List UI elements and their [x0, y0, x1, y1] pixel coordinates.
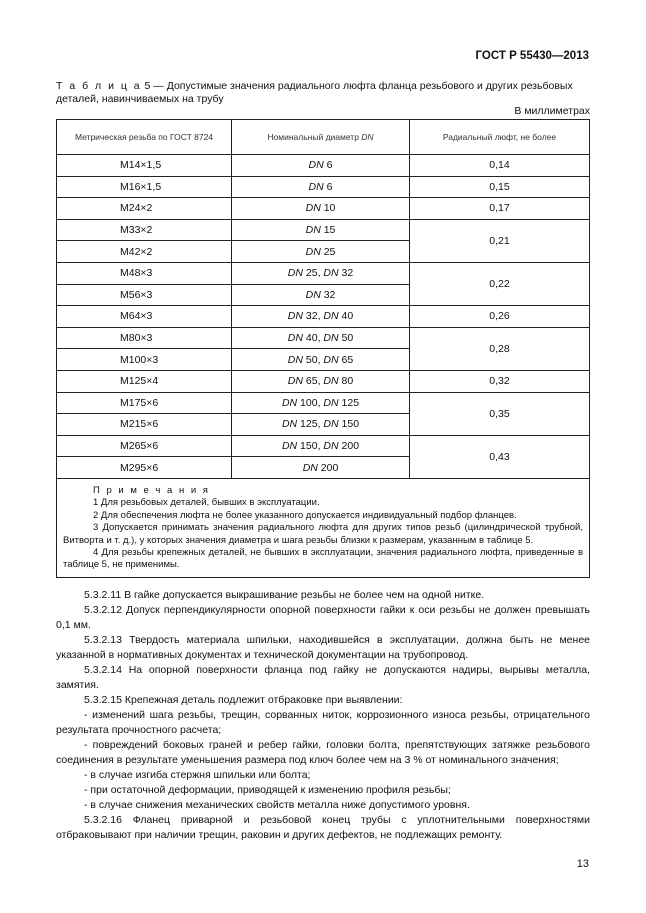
clause-5-3-2-15: 5.3.2.15 Крепежная деталь подлежит отбраковке при выявлении: — [84, 694, 403, 706]
radial-play-table — [56, 119, 590, 578]
cell-thread: M24×2 — [57, 198, 232, 220]
body-text — [56, 588, 590, 843]
cell-dn: DN 10 — [232, 198, 410, 220]
cell-thread: M14×1,5 — [57, 155, 232, 177]
cell-thread: M64×3 — [57, 306, 232, 328]
cell-dn: DN 150, DN 200 — [232, 435, 410, 457]
cell-dn: DN 50, DN 65 — [232, 349, 410, 371]
cell-thread: M295×6 — [57, 457, 232, 479]
page-number: 13 — [576, 858, 589, 870]
table-row — [57, 198, 590, 220]
cell-play: 0,14 — [410, 155, 590, 177]
clause-5-3-2-16: 5.3.2.16 Фланец приварной и резьбовой конец трубы с уплотнительными поверхностями отбраковывают при наличии трещин, раковин и других дефектов, не подлежащих ремонту. — [56, 814, 590, 841]
reject-item-3: - в случае изгиба стержня шпильки или болта; — [84, 769, 311, 781]
table-row — [57, 306, 590, 328]
table-caption-lead: Т а б л и ц а — [56, 80, 142, 92]
cell-play: 0,35 — [410, 392, 590, 435]
cell-dn: DN 32 — [232, 284, 410, 306]
cell-dn: DN 125, DN 150 — [232, 414, 410, 436]
reject-item-4: - при остаточной деформации, приводящей к изменению профиля резьбы; — [84, 784, 451, 796]
notes-cell — [57, 478, 590, 577]
cell-thread: M56×3 — [57, 284, 232, 306]
note-4: 4 Для резьбы крепежных деталей, не бывших в эксплуатации, значения радиального люфта, приведенные в таблице 5, не применимы. — [63, 546, 583, 571]
cell-thread: M100×3 — [57, 349, 232, 371]
table-row — [57, 176, 590, 198]
table-row — [57, 219, 590, 241]
cell-thread: M80×3 — [57, 327, 232, 349]
table-row — [57, 155, 590, 177]
cell-dn: DN 32, DN 40 — [232, 306, 410, 328]
header-thread: Метрическая резьба по ГОСТ 8724 — [57, 120, 232, 155]
header-play: Радиальный люфт, не более — [410, 120, 590, 155]
cell-thread: M215×6 — [57, 414, 232, 436]
cell-thread: M175×6 — [57, 392, 232, 414]
table-row — [57, 392, 590, 414]
reject-item-5: - в случае снижения механических свойств металла ниже допустимого уровня. — [84, 799, 470, 811]
cell-dn: DN 6 — [232, 155, 410, 177]
clause-5-3-2-14: 5.3.2.14 На опорной поверхности фланца под гайку не допускаются надиры, вырывы металла, замятия. — [56, 664, 590, 691]
notes-title: П р и м е ч а н и я — [93, 484, 210, 496]
table-row — [57, 327, 590, 349]
cell-play: 0,32 — [410, 370, 590, 392]
note-2: 2 Для обеспечения люфта не более указанного допускается индивидуальный подбор фланцев. — [93, 509, 517, 521]
cell-play: 0,26 — [410, 306, 590, 328]
table-row — [57, 435, 590, 457]
cell-play: 0,22 — [410, 262, 590, 305]
table-header-row — [57, 120, 590, 155]
cell-play: 0,17 — [410, 198, 590, 220]
cell-thread: M33×2 — [57, 219, 232, 241]
note-1: 1 Для резьбовых деталей, бывших в эксплуатации. — [93, 497, 320, 509]
reject-item-1: - изменений шага резьбы, трещин, сорванных ниток, коррозионного износа резьбы, отрицательного результата прочностного расчета; — [56, 709, 590, 736]
cell-play: 0,43 — [410, 435, 590, 478]
cell-dn: DN 25, DN 32 — [232, 262, 410, 284]
units-label: В миллиметрах — [514, 105, 590, 117]
cell-thread: M125×4 — [57, 370, 232, 392]
clause-5-3-2-13: 5.3.2.13 Твердость материала шпильки, находившейся в эксплуатации, должна быть не менее указанной в нормативных документах и технической документации на трубопровод. — [56, 634, 590, 661]
clause-5-3-2-12: 5.3.2.12 Допуск перпендикулярности опорной поверхности гайки к оси резьбы не должен превышать 0,1 мм. — [56, 604, 590, 631]
note-3: 3 Допускается принимать значения радиального люфта для других типов резьб (цилиндрической трубной, Витворта и т. д.), у которых значения диаметра и шага резьбы близки к размерам, указанным в таблице 5. — [63, 522, 583, 546]
reject-item-2: - повреждений боковых граней и ребер гайки, головки болта, препятствующих затяжке резьбового соединения в результате уменьшения размера под ключ более чем на 3 % от номинального значения; — [56, 739, 590, 766]
clause-5-3-2-11: 5.3.2.11 В гайке допускается выкрашивание резьбы не более чем на одной нитке. — [84, 589, 485, 601]
cell-dn: DN 200 — [232, 457, 410, 479]
cell-dn: DN 6 — [232, 176, 410, 198]
cell-thread: M16×1,5 — [57, 176, 232, 198]
cell-play: 0,15 — [410, 176, 590, 198]
header-dn: Номинальный диаметр DN — [232, 120, 410, 155]
table-row — [57, 262, 590, 284]
cell-dn: DN 25 — [232, 241, 410, 263]
table-caption-text: 5 — Допустимые значения радиального люфта фланца резьбового и других резьбовых деталей, навинчиваемых на трубу — [56, 80, 573, 105]
cell-thread: M42×2 — [57, 241, 232, 263]
cell-thread: M265×6 — [57, 435, 232, 457]
cell-play: 0,21 — [410, 219, 590, 262]
cell-dn: DN 15 — [232, 219, 410, 241]
table-caption — [56, 80, 590, 106]
document-id: ГОСТ Р 55430—2013 — [475, 50, 589, 62]
cell-dn: DN 65, DN 80 — [232, 370, 410, 392]
table-row — [57, 370, 590, 392]
cell-dn: DN 40, DN 50 — [232, 327, 410, 349]
cell-play: 0,28 — [410, 327, 590, 370]
cell-thread: M48×3 — [57, 262, 232, 284]
notes-row — [57, 478, 590, 577]
cell-dn: DN 100, DN 125 — [232, 392, 410, 414]
